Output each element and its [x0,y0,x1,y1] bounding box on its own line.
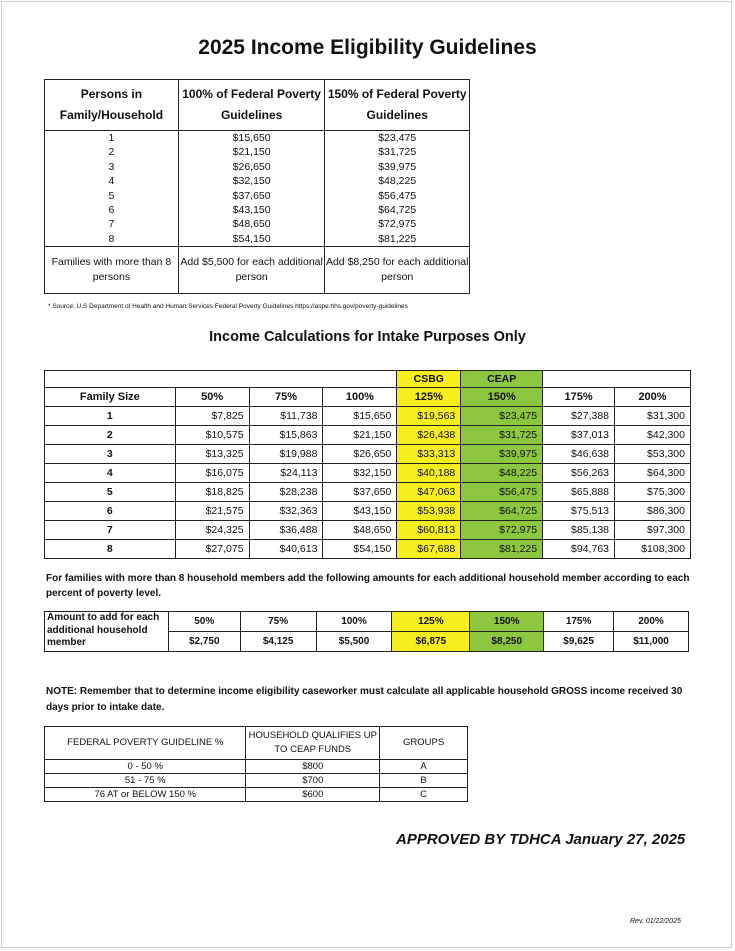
source-note: * Source: U.S Department of Health and Human Services Federal Poverty Guidelines https://aspe.hhs.gov/poverty-guidelines [48,303,408,310]
pct-175-cell: $46,638 [543,445,615,464]
pct-200-cell: $64,300 [615,464,691,483]
section-subtitle: Income Calculations for Intake Purposes Only [209,329,526,345]
pct-100-cell: $48,650 [323,521,397,540]
funds-cell: $800 [246,760,380,774]
pct-200-cell: $53,300 [615,445,691,464]
pct-125-cell: $40,188 [397,464,461,483]
poverty-150-cell: $72,975 [325,217,470,231]
empty-label-cell [45,371,397,388]
table-row [45,189,470,203]
pct-75-cell: $40,613 [249,540,323,559]
pct-75-cell: $24,113 [249,464,323,483]
intake-table [44,370,691,559]
table-row [45,464,691,483]
funds-cell: $600 [246,788,380,802]
poverty-150-cell: $23,475 [325,131,470,146]
poverty-100-cell: $54,150 [178,232,325,247]
poverty-guidelines-table [44,79,470,294]
poverty-100-cell: $48,650 [178,217,325,231]
poverty-100-cell: $15,650 [178,131,325,146]
pct-150-cell: $81,225 [461,540,543,559]
pct-175-cell: $85,138 [543,521,615,540]
table-row [45,540,691,559]
poverty-150-cell: $56,475 [325,189,470,203]
persons-cell: 2 [45,145,179,159]
pct-100-cell: $37,650 [323,483,397,502]
guideline-range-cell: 51 - 75 % [45,774,246,788]
table-footer-row [45,247,470,294]
pct-100-cell: $43,150 [323,502,397,521]
table-row [45,502,691,521]
page-title: 2025 Income Eligibility Guidelines [198,36,537,59]
poverty-150-cell: $81,225 [325,232,470,247]
gross-income-note: NOTE: Remember that to determine income eligibility caseworker must calculate all applicable household GROSS income received 30 days prior to intake date. [46,686,683,713]
additional-header-row [45,612,689,632]
add-header-125: 125% [392,612,470,632]
pct-175-cell: $94,763 [543,540,615,559]
poverty-150-cell: $48,225 [325,174,470,188]
footer-100: Add $5,500 for each additional person [178,247,325,294]
pct-100-cell: $32,150 [323,464,397,483]
family-size-cell: 5 [45,483,176,502]
add-value-150: $8,250 [470,632,544,652]
additional-member-table [44,611,689,652]
pct-75-cell: $32,363 [249,502,323,521]
pct-175-cell: $65,888 [543,483,615,502]
additional-member-note: For families with more than 8 household members add the following amounts for each additional household member according to each percent of poverty level. [46,573,690,599]
add-header-100: 100% [316,612,392,632]
pct-100-cell: $21,150 [323,426,397,445]
header-family-size: Family Size [45,388,176,407]
ceap-header-row [45,727,468,760]
table-row [45,426,691,445]
pct-200-cell: $31,300 [615,407,691,426]
poverty-100-cell: $43,150 [178,203,325,217]
family-size-cell: 8 [45,540,176,559]
pct-100-cell: $15,650 [323,407,397,426]
pct-150-cell: $56,475 [461,483,543,502]
pct-200-cell: $97,300 [615,521,691,540]
group-cell: B [380,774,468,788]
header-75: 75% [249,388,323,407]
pct-175-cell: $75,513 [543,502,615,521]
pct-125-cell: $19,563 [397,407,461,426]
pct-100-cell: $26,650 [323,445,397,464]
pct-150-cell: $48,225 [461,464,543,483]
header-125: 125% [397,388,461,407]
add-value-125: $6,875 [392,632,470,652]
program-label-row [45,371,691,388]
group-cell: C [380,788,468,802]
ceap-header-groups: GROUPS [380,727,468,760]
header-200: 200% [615,388,691,407]
add-value-50: $2,750 [168,632,240,652]
pct-125-cell: $53,938 [397,502,461,521]
pct-50-cell: $27,075 [175,540,249,559]
table-row [45,203,470,217]
pct-150-cell: $31,725 [461,426,543,445]
add-header-50: 50% [168,612,240,632]
table-row [45,788,468,802]
family-size-cell: 2 [45,426,176,445]
pct-175-cell: $27,388 [543,407,615,426]
footer-label: Families with more than 8 persons [45,247,179,294]
table-row [45,145,470,159]
table-row [45,774,468,788]
ceap-header-guideline: FEDERAL POVERTY GUIDELINE % [45,727,246,760]
table-row [45,174,470,188]
pct-75-cell: $15,863 [249,426,323,445]
ceap-header-funds: HOUSEHOLD QUALIFIES UP TO CEAP FUNDS [246,727,380,760]
persons-cell: 8 [45,232,179,247]
pct-50-cell: $13,325 [175,445,249,464]
family-size-cell: 1 [45,407,176,426]
pct-175-cell: $56,263 [543,464,615,483]
funds-cell: $700 [246,774,380,788]
pct-125-cell: $60,813 [397,521,461,540]
add-header-200: 200% [614,612,689,632]
poverty-100-cell: $37,650 [178,189,325,203]
add-header-175: 175% [544,612,614,632]
header-175: 175% [543,388,615,407]
family-size-cell: 6 [45,502,176,521]
header-150: 150% [461,388,543,407]
table-header-row [45,80,470,131]
persons-cell: 3 [45,160,179,174]
pct-50-cell: $10,575 [175,426,249,445]
pct-150-cell: $64,725 [461,502,543,521]
revision-date: Rev. 01/22/2025 [630,918,681,925]
pct-75-cell: $28,238 [249,483,323,502]
guideline-range-cell: 76 AT or BELOW 150 % [45,788,246,802]
pct-50-cell: $16,075 [175,464,249,483]
persons-cell: 6 [45,203,179,217]
header-100: 100% of Federal Poverty Guidelines [178,80,325,131]
pct-50-cell: $7,825 [175,407,249,426]
empty-label-cell-right [543,371,691,388]
header-persons: Persons in Family/Household [45,80,179,131]
intake-header-row [45,388,691,407]
poverty-100-cell: $21,150 [178,145,325,159]
table-row [45,407,691,426]
poverty-100-cell: $26,650 [178,160,325,174]
table-row [45,160,470,174]
poverty-100-cell: $32,150 [178,174,325,188]
add-header-150: 150% [470,612,544,632]
poverty-150-cell: $39,975 [325,160,470,174]
family-size-cell: 3 [45,445,176,464]
approval-statement: APPROVED BY TDHCA January 27, 2025 [396,831,686,848]
table-row [45,521,691,540]
additional-label: Amount to add for each additional household member [45,612,169,652]
table-row [45,217,470,231]
poverty-150-cell: $31,725 [325,145,470,159]
poverty-150-cell: $64,725 [325,203,470,217]
ceap-groups-table [44,726,468,802]
csbg-label: CSBG [397,371,461,388]
table-row [45,232,470,247]
pct-150-cell: $72,975 [461,521,543,540]
add-value-200: $11,000 [614,632,689,652]
pct-50-cell: $18,825 [175,483,249,502]
pct-100-cell: $54,150 [323,540,397,559]
pct-150-cell: $39,975 [461,445,543,464]
group-cell: A [380,760,468,774]
pct-200-cell: $86,300 [615,502,691,521]
table-row [45,483,691,502]
pct-150-cell: $23,475 [461,407,543,426]
pct-125-cell: $67,688 [397,540,461,559]
family-size-cell: 7 [45,521,176,540]
footer-150: Add $8,250 for each additional person [325,247,470,294]
pct-75-cell: $19,988 [249,445,323,464]
add-value-100: $5,500 [316,632,392,652]
table-row [45,760,468,774]
ceap-label: CEAP [461,371,543,388]
pct-200-cell: $42,300 [615,426,691,445]
family-size-cell: 4 [45,464,176,483]
pct-125-cell: $26,438 [397,426,461,445]
header-50: 50% [175,388,249,407]
pct-200-cell: $108,300 [615,540,691,559]
add-value-175: $9,625 [544,632,614,652]
pct-50-cell: $24,325 [175,521,249,540]
pct-175-cell: $37,013 [543,426,615,445]
persons-cell: 7 [45,217,179,231]
table-row [45,445,691,464]
pct-75-cell: $11,738 [249,407,323,426]
persons-cell: 5 [45,189,179,203]
persons-cell: 1 [45,131,179,146]
header-100: 100% [323,388,397,407]
pct-125-cell: $33,313 [397,445,461,464]
pct-50-cell: $21,575 [175,502,249,521]
persons-cell: 4 [45,174,179,188]
header-150: 150% of Federal Poverty Guidelines [325,80,470,131]
pct-125-cell: $47,063 [397,483,461,502]
table-row [45,131,470,146]
add-value-75: $4,125 [240,632,316,652]
pct-75-cell: $36,488 [249,521,323,540]
pct-200-cell: $75,300 [615,483,691,502]
guideline-range-cell: 0 - 50 % [45,760,246,774]
add-header-75: 75% [240,612,316,632]
